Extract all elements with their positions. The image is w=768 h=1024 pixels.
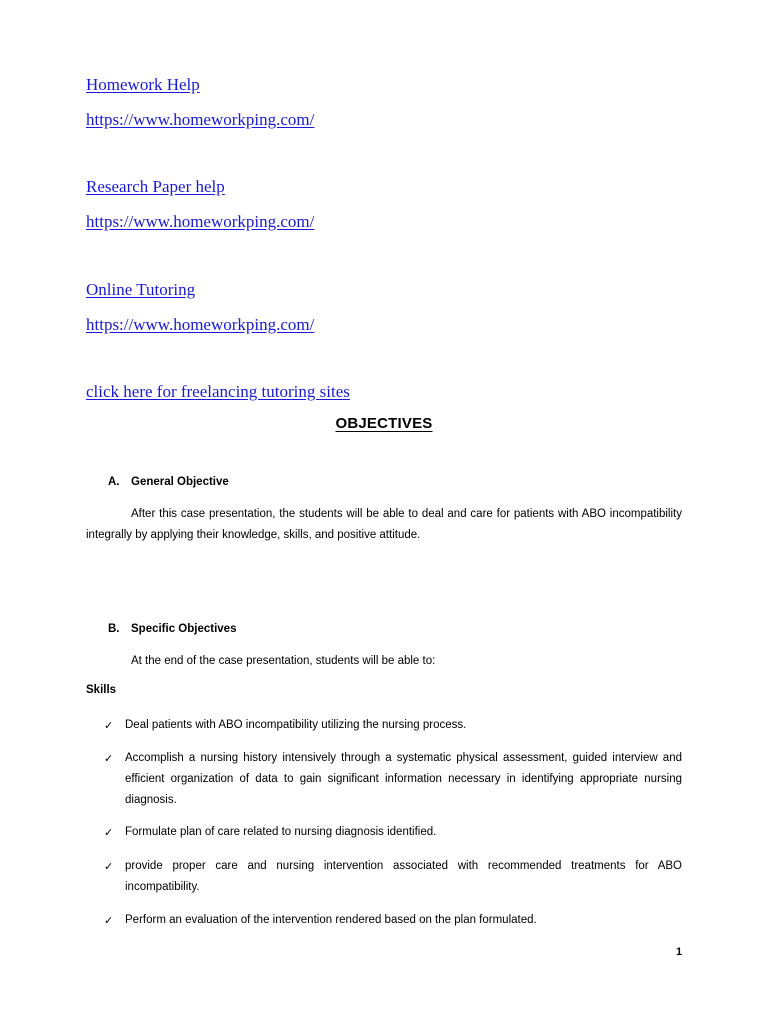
link-online-tutoring-url[interactable]: https://www.homeworkping.com/ — [86, 315, 315, 334]
list-item — [104, 715, 682, 736]
page-title: OBJECTIVES — [335, 415, 433, 432]
link-homework-help[interactable]: Homework Help — [86, 75, 200, 94]
specific-objectives-title: Specific Objectives — [131, 623, 237, 635]
specific-objectives-intro: At the end of the case presentation, students will be able to: — [131, 655, 436, 667]
link-freelancing-tutoring-sites[interactable]: click here for freelancing tutoring sites — [86, 382, 350, 401]
list-item-text: Accomplish a nursing history intensively through a systematic physical assessment, guided interview and efficient organization of data to gain significant information necessary in identifying appropriate nursing diagnosis. — [125, 752, 682, 806]
link-research-paper-help[interactable]: Research Paper help — [86, 177, 225, 196]
general-objective-heading — [108, 476, 229, 488]
list-item — [104, 910, 682, 931]
specific-objectives-heading — [108, 623, 236, 635]
list-item — [104, 822, 682, 843]
link-online-tutoring[interactable]: Online Tutoring — [86, 280, 196, 299]
list-item — [104, 748, 682, 811]
page-number: 1 — [676, 946, 683, 958]
link-research-paper-help-url[interactable]: https://www.homeworkping.com/ — [86, 212, 315, 231]
checkmark-icon: ✓ — [104, 860, 114, 873]
checkmark-icon: ✓ — [104, 719, 114, 732]
list-item-text: Deal patients with ABO incompatibility utilizing the nursing process. — [125, 719, 467, 731]
general-objective-letter: A. — [108, 476, 120, 488]
list-item-text: Formulate plan of care related to nursing diagnosis identified. — [125, 826, 437, 838]
list-item — [104, 856, 682, 898]
general-objective-text: After this case presentation, the students will be able to deal and care for patients with ABO incompatibility integrally by applying their knowledge, skills, and positive attitude. — [86, 508, 682, 541]
link-homework-help-url[interactable]: https://www.homeworkping.com/ — [86, 110, 315, 129]
checkmark-icon: ✓ — [104, 914, 114, 927]
general-objective-title: General Objective — [131, 476, 229, 488]
specific-objectives-letter: B. — [108, 623, 120, 635]
checkmark-icon: ✓ — [104, 752, 114, 765]
checkmark-icon: ✓ — [104, 826, 114, 839]
skills-label: Skills — [86, 684, 117, 696]
list-item-text: provide proper care and nursing intervention associated with recommended treatments for ABO incompatibility. — [125, 860, 682, 893]
list-item-text: Perform an evaluation of the intervention rendered based on the plan formulated. — [125, 914, 537, 926]
